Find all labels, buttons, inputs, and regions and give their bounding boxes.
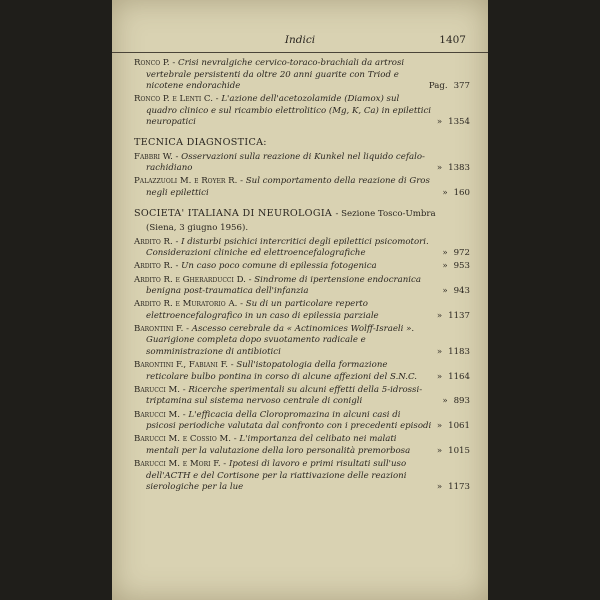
index-entry: Ronco P. e Lenti C. - L'azione dell'acetozolamide (Diamox) sul quadro clinico e sul ricambio elettrolitico (Mg, K, Ca) in epilettici neuropatici » 1354 xyxy=(134,94,470,128)
index-entry: Ardito R. e Muratorio A. - Su di un particolare reperto elettroencefalografico in un caso di epilessia parziale » 1137 xyxy=(134,299,470,321)
entry-page-ref xyxy=(437,421,470,433)
section-note: (Siena, 3 giugno 1956). xyxy=(146,223,249,234)
entry-title: I disturbi psichici intercritici degli epilettici psicomotori. Considerazioni cliniche ed elettroencefalografiche xyxy=(146,236,429,259)
entry-title: Ipotesi di lavoro e primi risultati sull'uso dell'ACTH e del Cortisone per la riattivazione delle reazioni sierologiche per la lue xyxy=(146,458,407,493)
entry-title: L'importanza del celibato nei malati mentali per la valutazione della loro personalità premorbosa xyxy=(146,434,411,456)
entry-page-number: 1137 xyxy=(448,310,470,321)
index-entry: Ardito R. - Un caso poco comune di epilessia fotogenica » 953 xyxy=(134,261,470,272)
entry-page-number: 1061 xyxy=(448,421,470,432)
entry-page-ref xyxy=(442,188,470,200)
entry-page-prefix: » xyxy=(436,347,443,358)
entry-title: Su di un particolare reperto elettroencefalografico in un caso di epilessia parziale xyxy=(146,299,379,321)
entry-page-number: 943 xyxy=(453,286,470,297)
entry-page-prefix: » xyxy=(436,371,443,382)
entry-page-ref xyxy=(442,261,470,273)
index-entry: Barucci M. - Ricerche sperimentali su alcuni effetti della 5-idrossi-triptamina sul sistema nervoso centrale di conigli » 893 xyxy=(134,384,470,407)
index-entry: Ardito R. e Gherarducci D. - Sindrome di ipertensione endocranica benigna post-traumatica dell'infanzia » 943 xyxy=(134,274,470,297)
entry-page-ref xyxy=(437,347,470,359)
entry-author: Barucci M. e Mori F. xyxy=(134,458,221,469)
entry-page-ref xyxy=(442,248,470,260)
entry-page-number: 1173 xyxy=(448,482,470,493)
running-head-title: Indici xyxy=(284,34,316,46)
entry-author: Palazzuoli M. e Royer R. xyxy=(134,176,238,187)
index-entry: Barontini F. - Ascesso cerebrale da « Actinomices Wolff-Israeli ». Guarigione completa dopo svuotamento radicale e somministrazione di antibiotici » 1183 xyxy=(134,323,470,358)
index-entry: Barontini F., Fabiani F. - Sull'istopatologia della formazione reticolare bulbo pontina in corso di alcune affezioni del S.N.C. » 1164 xyxy=(134,360,470,382)
section-heading xyxy=(134,137,470,149)
entry-page-number: 893 xyxy=(453,396,470,407)
entry-page-prefix: » xyxy=(442,261,448,272)
section-heading-text: TECNICA DIAGNOSTICA: xyxy=(134,137,267,149)
entry-page-prefix: » xyxy=(436,482,443,493)
entry-author: Ronco P. xyxy=(134,58,170,68)
entry-page-number: 377 xyxy=(453,81,470,92)
entry-page-ref xyxy=(437,163,470,175)
entry-page-number: 972 xyxy=(453,248,470,259)
page-number: 1407 xyxy=(439,34,466,46)
entry-page-prefix: » xyxy=(436,117,443,128)
book-page xyxy=(112,0,488,600)
entry-title: L'efficacia della Cloropromazina in alcuni casi di psicosi periodiche valutata dal confronto con i precedenti episodi xyxy=(146,409,432,432)
entry-page-number: 1183 xyxy=(448,347,470,358)
section-heading xyxy=(134,208,470,221)
entry-title: Ascesso cerebrale da « Actinomices Wolff-Israeli ». Guarigione completa dopo svuotamento radicale e somministrazione di antibiotici xyxy=(146,323,415,358)
entry-page-ref xyxy=(437,372,470,384)
entry-page-ref xyxy=(437,446,470,458)
entry-page-prefix: » xyxy=(442,286,448,297)
index-entry: Barucci M. e Mori F. - Ipotesi di lavoro e primi risultati sull'uso dell'ACTH e del Cortisone per la riattivazione delle reazioni sierologiche per la lue » 1173 xyxy=(134,458,470,493)
index-entry: Ardito R. - I disturbi psichici intercritici degli epilettici psicomotori. Considerazioni cliniche ed elettroencefalografiche » 972 xyxy=(134,236,470,259)
entry-page-number: 1383 xyxy=(448,163,470,174)
entry-title: Ricerche sperimentali su alcuni effetti della 5-idrossi-triptamina sul sistema nervoso centrale di conigli xyxy=(146,384,423,407)
entry-title: Sul comportamento della reazione di Gros negli epilettici xyxy=(146,176,430,198)
entry-author: Ronco P. e Lenti C. xyxy=(134,94,213,105)
entry-page-prefix: » xyxy=(436,445,443,456)
entry-title: Sull'istopatologia della formazione reticolare bulbo pontina in corso di alcune affezioni del S.N.C. xyxy=(146,360,417,382)
entry-author: Barontini F., Fabiani F. xyxy=(134,360,228,371)
entry-author: Ardito R. e Gherarducci D. xyxy=(134,274,246,285)
entry-author: Barucci M. xyxy=(134,384,181,395)
entry-page-ref xyxy=(437,117,470,129)
index-entry: Palazzuoli M. e Royer R. - Sul comportamento della reazione di Gros negli epilettici » 160 xyxy=(134,176,470,198)
entry-page-ref xyxy=(442,396,470,408)
entry-title: L'azione dell'acetozolamide (Diamox) sul quadro clinico e sul ricambio elettrolitico (Mg, K, Ca) in epilettici neuropatici xyxy=(146,94,432,128)
running-head xyxy=(112,28,488,53)
entry-author: Ardito R. e Muratorio A. xyxy=(134,299,238,310)
section-heading-text: SOCIETA' ITALIANA DI NEUROLOGIA xyxy=(134,207,333,219)
entry-page-number: 160 xyxy=(453,187,470,198)
entry-page-ref xyxy=(442,286,470,298)
index-entry: Fabbri W. - Osservazioni sulla reazione di Kunkel nel liquido cefalo-rachidiano » 1383 xyxy=(134,151,470,174)
index-body xyxy=(134,58,470,494)
section-subheading: - Sezione Tosco-Umbra xyxy=(335,208,436,219)
entry-author: Fabbri W. xyxy=(134,151,173,162)
entry-page-prefix: » xyxy=(436,421,443,432)
entry-page-prefix: » xyxy=(442,248,448,259)
entry-author: Ardito R. xyxy=(134,236,173,247)
entry-author: Ardito R. xyxy=(134,261,173,272)
entry-author: Barucci M. e Cossio M. xyxy=(134,434,232,445)
entry-title: Un caso poco comune di epilessia fotogenica xyxy=(181,261,377,272)
entry-page-number: 1164 xyxy=(448,371,470,382)
entry-author: Barontini F. xyxy=(134,323,184,334)
entry-page-number: 953 xyxy=(453,261,470,272)
entry-page-number: 1354 xyxy=(448,117,470,128)
entry-page-prefix: » xyxy=(442,396,448,407)
entry-page-prefix: Pag. xyxy=(428,81,448,92)
entry-title: Sindrome di ipertensione endocranica benigna post-traumatica dell'infanzia xyxy=(146,274,421,297)
index-entry: Ronco P. - Crisi nevralgiche cervico-toraco-brachiali da artrosi vertebrale persistenti da oltre 20 anni guarite con Triod e nicotene endorachide Pag. 377 xyxy=(134,58,470,92)
entry-page-prefix: » xyxy=(436,310,443,321)
index-entry: Barucci M. - L'efficacia della Cloropromazina in alcuni casi di psicosi periodiche valutata dal confronto con i precedenti episodi » 1061 xyxy=(134,409,470,432)
entry-page-number: 1015 xyxy=(448,445,470,456)
entry-page-ref xyxy=(429,81,470,93)
entry-page-prefix: » xyxy=(436,163,443,174)
entry-page-prefix: » xyxy=(442,187,448,198)
entry-title: Crisi nevralgiche cervico-toraco-brachiali da artrosi vertebrale persistenti da oltre 20 anni guarite con Triod e nicotene endorachide xyxy=(146,58,405,92)
entry-title: Osservazioni sulla reazione di Kunkel nel liquido cefalo-rachidiano xyxy=(146,151,425,174)
entry-author: Barucci M. xyxy=(134,409,181,420)
index-entry: Barucci M. e Cossio M. - L'importanza del celibato nei malati mentali per la valutazione della loro personalità premorbosa » 1015 xyxy=(134,434,470,456)
entry-page-ref xyxy=(437,311,470,323)
entry-page-ref xyxy=(437,482,470,494)
